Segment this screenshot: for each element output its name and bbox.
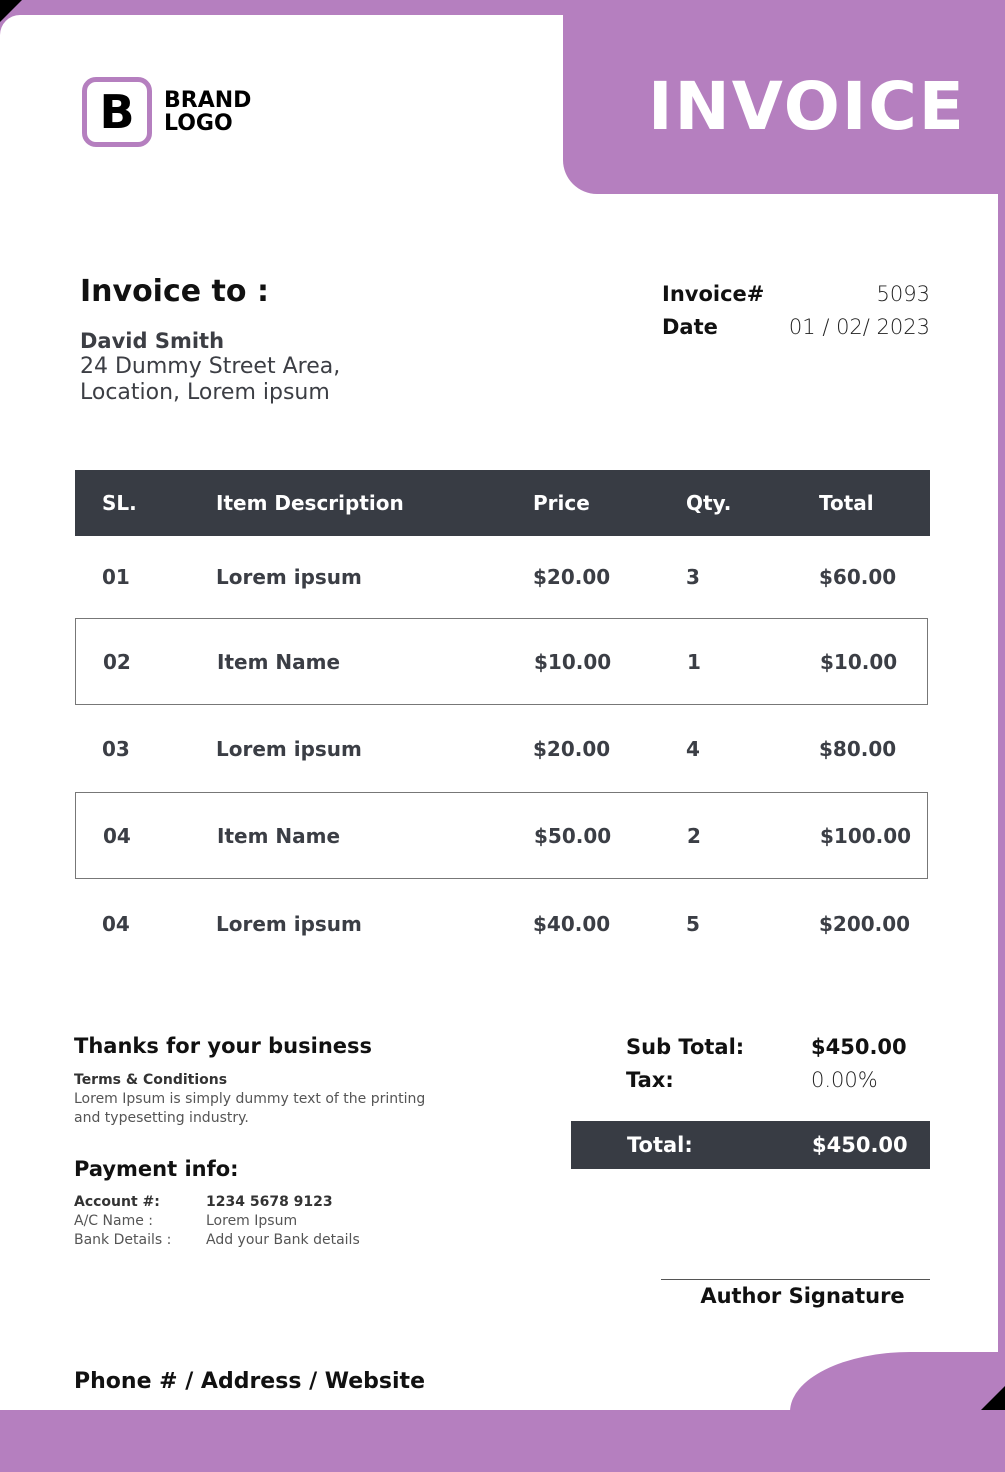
table-header xyxy=(75,470,930,536)
cell-price: $20.00 xyxy=(533,565,611,589)
invoice-date: 01 / 02/ 2023 xyxy=(788,315,930,339)
client-address-line2: Location, Lorem ipsum xyxy=(80,380,330,405)
cell-total: $10.00 xyxy=(820,649,898,674)
cell-total: $80.00 xyxy=(819,736,897,761)
cell-sl: 03 xyxy=(102,736,130,761)
payment-block xyxy=(74,1193,360,1250)
cell-price: $50.00 xyxy=(534,823,612,848)
subtotal-value: $450.00 xyxy=(811,1035,907,1059)
cell-price: $10.00 xyxy=(534,649,612,674)
signature-line xyxy=(661,1279,930,1280)
cell-price: $20.00 xyxy=(533,736,611,761)
invoice-date-label: Date xyxy=(662,315,718,339)
tax-label: Tax: xyxy=(626,1068,674,1092)
logo-icon: B xyxy=(82,77,152,147)
col-price: Price xyxy=(533,491,590,515)
cell-description: Item Name xyxy=(217,649,341,674)
invoice-number-label: Invoice# xyxy=(662,282,765,306)
brand-logo xyxy=(82,77,251,147)
logo-line1: BRAND xyxy=(164,88,252,113)
cell-qty: 2 xyxy=(687,823,701,848)
terms-text: Lorem Ipsum is simply dummy text of the printing and typesetting industry. xyxy=(74,1091,426,1126)
page-title: INVOICE xyxy=(648,68,966,145)
account-value: 1234 5678 9123 xyxy=(206,1194,333,1210)
footer-contact: Phone # / Address / Website xyxy=(74,1369,425,1394)
col-qty: Qty. xyxy=(686,491,732,515)
cell-total: $200.00 xyxy=(819,912,911,936)
client-block xyxy=(80,328,340,406)
bank-value: Add your Bank details xyxy=(206,1232,360,1248)
invoice-date-row xyxy=(662,315,930,348)
subtotal-label: Sub Total: xyxy=(626,1035,745,1059)
thanks-heading: Thanks for your business xyxy=(74,1034,373,1058)
table-row xyxy=(75,879,928,969)
invoice-to-title: Invoice to : xyxy=(80,274,269,309)
cell-description: Lorem ipsum xyxy=(216,565,362,589)
table-row xyxy=(75,536,928,618)
cell-description: Lorem ipsum xyxy=(216,736,362,761)
cell-price: $40.00 xyxy=(533,912,611,936)
table-row xyxy=(75,705,928,792)
ac-name-label: A/C Name : xyxy=(74,1213,153,1229)
account-row xyxy=(74,1193,360,1212)
tax-row xyxy=(626,1068,907,1101)
cell-total: $60.00 xyxy=(819,565,897,589)
decor-wave xyxy=(790,1352,1005,1472)
invoice-number-row xyxy=(662,282,930,315)
subtotal-row xyxy=(626,1035,907,1068)
table-row xyxy=(75,618,928,705)
cell-qty: 4 xyxy=(686,736,700,761)
cell-sl: 04 xyxy=(102,912,130,936)
cell-sl: 01 xyxy=(102,565,130,589)
bank-label: Bank Details : xyxy=(74,1232,172,1248)
cell-description: Item Name xyxy=(217,823,341,848)
bank-row xyxy=(74,1231,360,1250)
payment-heading: Payment info: xyxy=(74,1157,239,1181)
terms-block xyxy=(74,1071,454,1128)
invoice-meta xyxy=(662,282,930,348)
items-table xyxy=(75,470,930,969)
summary-block xyxy=(626,1035,907,1101)
invoice-number: 5093 xyxy=(876,282,930,306)
cell-qty: 1 xyxy=(687,649,701,674)
total-value: $450.00 xyxy=(812,1133,908,1157)
cell-sl: 04 xyxy=(103,823,131,848)
client-address-line1: 24 Dummy Street Area, xyxy=(80,354,341,379)
decor-corner xyxy=(0,0,22,22)
page-right-panel xyxy=(960,194,998,1354)
grand-total-bar xyxy=(571,1121,930,1169)
client-name: David Smith xyxy=(80,329,225,353)
cell-total: $100.00 xyxy=(820,823,912,848)
cell-qty: 3 xyxy=(686,565,700,589)
col-description: Item Description xyxy=(216,491,404,515)
terms-title: Terms & Conditions xyxy=(74,1072,228,1088)
total-label: Total: xyxy=(627,1133,693,1157)
table-row xyxy=(75,792,928,879)
col-sl: SL. xyxy=(102,491,137,515)
cell-sl: 02 xyxy=(103,649,131,674)
ac-name-value: Lorem Ipsum xyxy=(206,1213,298,1229)
tax-value: 0.00% xyxy=(811,1068,878,1092)
logo-text xyxy=(164,89,251,135)
cell-description: Lorem ipsum xyxy=(216,912,362,936)
ac-name-row xyxy=(74,1212,360,1231)
decor-corner xyxy=(981,1386,1005,1410)
col-total: Total xyxy=(819,491,874,515)
logo-line2: LOGO xyxy=(164,111,233,136)
signature-label: Author Signature xyxy=(700,1284,905,1308)
cell-qty: 5 xyxy=(686,912,700,936)
account-label: Account #: xyxy=(74,1194,160,1210)
